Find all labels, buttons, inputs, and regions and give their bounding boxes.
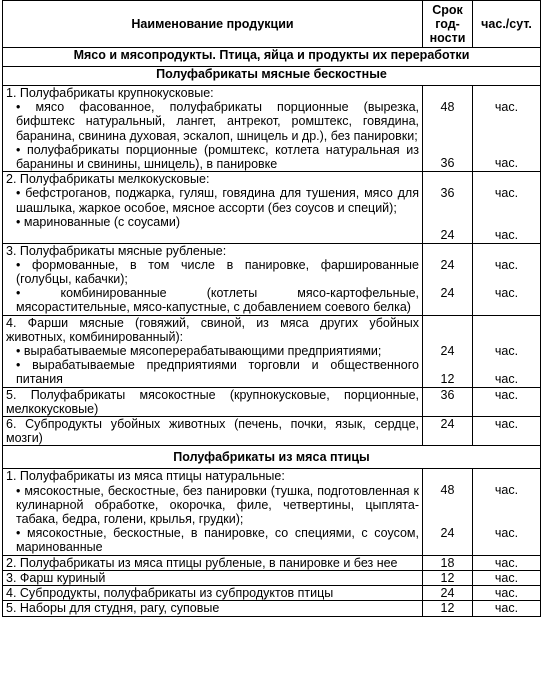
product-line: 2. Полуфабрикаты мелкокусковые:	[6, 172, 210, 187]
unit-value: час.	[494, 525, 519, 540]
unit-value: час.	[494, 186, 519, 201]
product-line: 2. Полуфабрикаты из мяса птицы рубленые, в панировке и без нее	[6, 555, 398, 570]
term-value: 24	[423, 586, 473, 601]
product-cell	[3, 243, 423, 315]
unit-value: час.	[494, 156, 519, 171]
product-line: • бефстроганов, поджарка, гуляш, говядина для тушения, мясо для шашлыка, жаркое особое, мясное ассорти (без соусов и специй);	[16, 186, 419, 215]
term-value: 24	[440, 525, 455, 540]
table-row	[3, 243, 541, 315]
term-value: 24	[440, 343, 455, 358]
unit-value: час.	[494, 257, 519, 272]
header-row	[3, 1, 541, 48]
unit-cell	[473, 172, 541, 243]
product-line: 6. Субпродукты убойных животных (печень, почки, язык, сердце, мозги)	[6, 417, 419, 446]
section-row	[3, 67, 541, 86]
product-line: • маринованные (с соусами)	[16, 214, 180, 229]
term-cell	[423, 469, 473, 555]
table-row	[3, 315, 541, 387]
product-cell	[3, 86, 423, 172]
header-unit: час./сут.	[473, 1, 541, 48]
product-line: • мясо фасованное, полуфабрикаты порционные (вырезка, бифштекс натуральный, лангет, антрекот, ромштекс, говядина, баранина, свинина духовая, эскалоп, шницель и др.), без панировки;	[16, 100, 419, 143]
term-value: 24	[440, 228, 455, 243]
unit-cell	[473, 469, 541, 555]
product-cell	[3, 387, 423, 416]
unit-value: час.	[473, 601, 541, 616]
term-value: 24	[423, 417, 473, 446]
term-value: 24	[440, 285, 455, 300]
term-value: 12	[423, 570, 473, 585]
term-value: 48	[440, 100, 455, 114]
table-row	[3, 570, 541, 585]
table-row	[3, 86, 541, 172]
unit-value: час.	[494, 343, 519, 358]
unit-value: час.	[494, 285, 519, 300]
unit-value: час.	[494, 483, 519, 498]
product-line: 3. Полуфабрикаты мясные рубленые:	[6, 243, 227, 258]
table-row	[3, 601, 541, 616]
unit-cell	[473, 315, 541, 387]
term-cell	[423, 86, 473, 172]
product-cell	[3, 315, 423, 387]
section-title-meat: Полуфабрикаты мясные бескостные	[3, 67, 541, 86]
product-line: 5. Полуфабрикаты мясокостные (крупнокусковые, порционные, мелкокусковые)	[6, 387, 419, 416]
product-line: 4. Субпродукты, полуфабрикаты из субпродуктов птицы	[3, 586, 423, 601]
term-value: 24	[440, 257, 455, 272]
unit-value: час.	[494, 228, 519, 243]
product-line: • мясокостные, бескостные, в панировке, со специями, с соусом, маринованные	[16, 526, 419, 555]
product-cell	[3, 172, 423, 243]
unit-value: час.	[473, 417, 541, 446]
product-cell	[3, 555, 423, 570]
term-cell	[423, 172, 473, 243]
product-line: • вырабатываемые мясоперерабатывающими предприятиями;	[16, 344, 382, 359]
table-row	[3, 417, 541, 446]
header-term: Срок год-ности	[423, 1, 473, 48]
unit-value: час.	[494, 100, 519, 114]
unit-value: час.	[473, 586, 541, 601]
product-line: • мясокостные, бескостные, без панировки (тушка, подготовленная к кулинарной обработке, окорочка, филе, четвертины, цыплята-табака, бедра, голени, крылья, грудки);	[16, 483, 419, 527]
term-value: 12	[440, 371, 455, 386]
unit-value: час.	[473, 570, 541, 585]
term-value: 36	[423, 387, 473, 416]
product-line: 1. Полуфабрикаты из мяса птицы натуральные:	[6, 469, 285, 484]
product-line: 1. Полуфабрикаты крупнокусковые:	[6, 86, 214, 100]
product-line: 5. Наборы для студня, рагу, суповые	[3, 601, 423, 616]
term-value: 48	[440, 483, 455, 498]
table-row	[3, 469, 541, 555]
product-line: • формованные, в том числе в панировке, фаршированные (голубцы, кабачки);	[16, 257, 419, 287]
section-row	[3, 48, 541, 67]
term-value: 36	[440, 156, 455, 171]
unit-value: час.	[473, 555, 541, 570]
table-row	[3, 555, 541, 570]
product-line: 3. Фарш куриный	[3, 570, 423, 585]
unit-cell	[473, 243, 541, 315]
unit-cell	[473, 86, 541, 172]
product-cell	[3, 469, 423, 555]
unit-value: час.	[494, 371, 519, 386]
term-value: 12	[423, 601, 473, 616]
term-cell	[423, 243, 473, 315]
product-line: • вырабатываемые предприятиями торговли и общественного питания	[16, 358, 419, 387]
table-row	[3, 387, 541, 416]
header-name: Наименование продукции	[3, 1, 423, 48]
table-row	[3, 586, 541, 601]
product-line: 4. Фарши мясные (говяжий, свиной, из мяса других убойных животных, комбинированный):	[6, 315, 419, 344]
product-line: • комбинированные (котлеты мясо-картофельные, мясорастительные, мясо-капустные, с добавлением соевого белка)	[16, 286, 419, 315]
section-row	[3, 446, 541, 469]
term-value: 18	[423, 555, 473, 570]
unit-value: час.	[473, 387, 541, 416]
product-cell	[3, 417, 423, 446]
shelf-life-table	[2, 0, 541, 617]
term-value: 36	[440, 186, 455, 201]
table-row	[3, 172, 541, 243]
term-cell	[423, 315, 473, 387]
section-title-poultry: Полуфабрикаты из мяса птицы	[3, 446, 541, 469]
product-line: • полуфабрикаты порционные (ромштекс, котлета натуральная из баранины и свинины, шницель), в панировке	[16, 142, 419, 172]
section-title-main: Мясо и мясопродукты. Птица, яйца и продукты их переработки	[3, 48, 541, 67]
